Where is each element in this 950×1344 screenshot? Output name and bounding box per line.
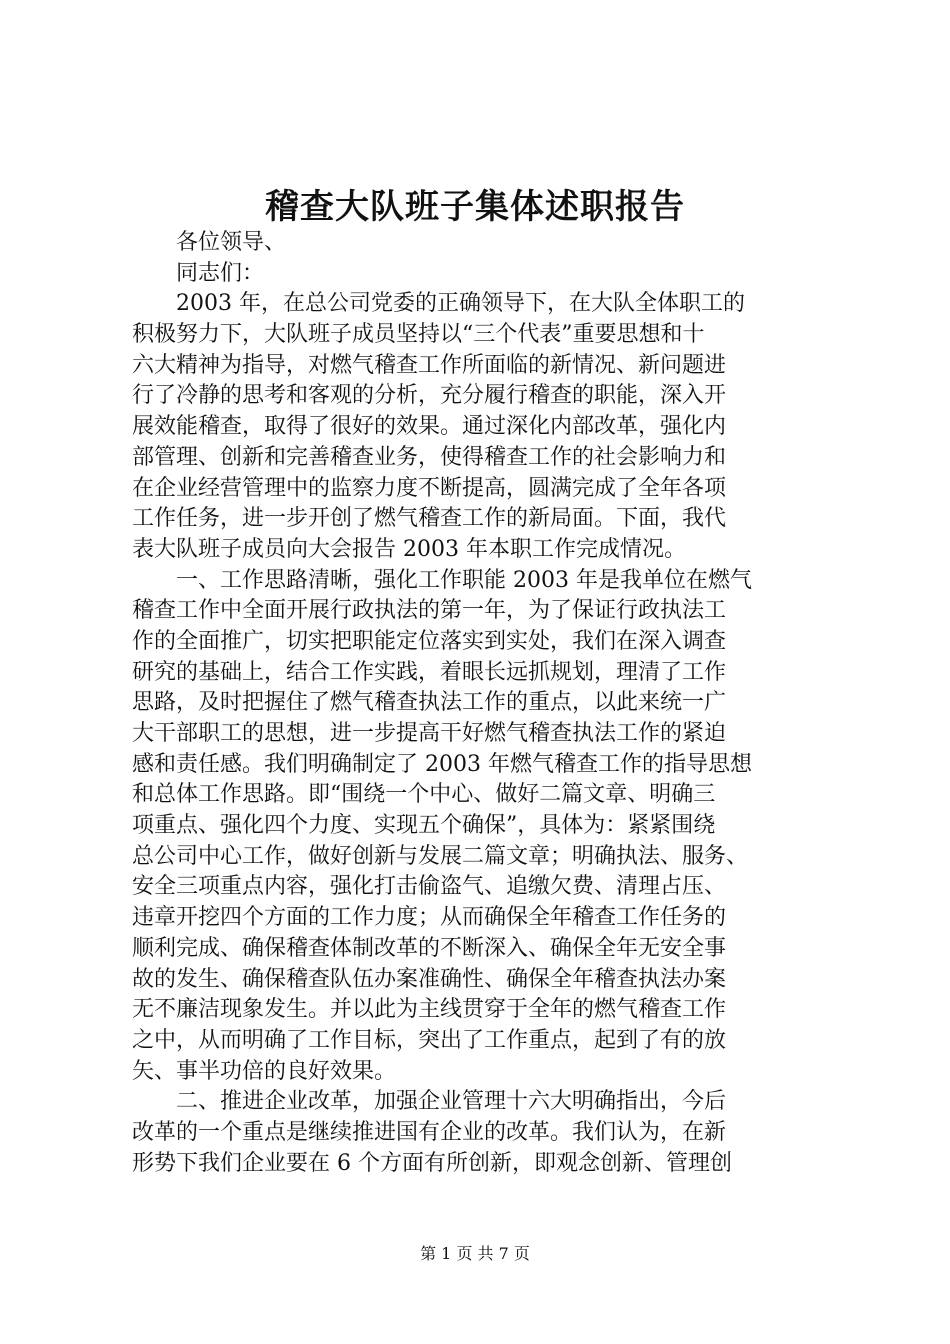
body-line: 无不廉洁现象发生。并以此为主线贯穿于全年的燃气稽查工作 bbox=[132, 997, 727, 1023]
body-line: 行了冷静的思考和客观的分析，充分履行稽查的职能，深入开 bbox=[132, 383, 727, 409]
body-line: 总公司中心工作，做好创新与发展二篇文章；明确执法、服务、 bbox=[132, 843, 749, 869]
body-line: 2003 年，在总公司党委的正确领导下，在大队全体职工的 bbox=[176, 291, 745, 317]
body-line: 之中，从而明确了工作目标，突出了工作重点，起到了有的放 bbox=[132, 1027, 727, 1053]
body-line: 违章开挖四个方面的工作力度；从而确保全年稽查工作任务的 bbox=[132, 905, 727, 931]
body-line: 各位领导、 bbox=[176, 230, 287, 255]
body-line: 一、工作思路清晰，强化工作职能 2003 年是我单位在燃气 bbox=[176, 567, 752, 593]
body-line: 顺利完成、确保稽查体制改革的不断深入、确保全年无安全事 bbox=[132, 935, 727, 961]
body-line: 形势下我们企业要在 6 个方面有所创新，即观念创新、管理创 bbox=[132, 1150, 732, 1176]
body-line: 改革的一个重点是继续推进国有企业的改革。我们认为，在新 bbox=[132, 1119, 727, 1145]
body-line: 在企业经营管理中的监察力度不断提高，圆满完成了全年各项 bbox=[132, 475, 727, 501]
body-line: 工作任务，进一步开创了燃气稽查工作的新局面。下面，我代 bbox=[132, 506, 727, 532]
body-line: 表大队班子成员向大会报告 2003 年本职工作完成情况。 bbox=[132, 536, 686, 562]
body-line: 积极努力下，大队班子成员坚持以“三个代表”重要思想和十 bbox=[132, 322, 705, 348]
body-line: 项重点、强化四个力度、实现五个确保”，具体为：紧紧围绕 bbox=[132, 813, 716, 839]
body-line: 同志们： bbox=[176, 260, 265, 286]
body-line: 部管理、创新和完善稽查业务，使得稽查工作的社会影响力和 bbox=[132, 444, 727, 470]
body-line: 稽查工作中全面开展行政执法的第一年，为了保证行政执法工 bbox=[132, 598, 727, 624]
document-body bbox=[132, 228, 832, 1179]
body-line: 思路，及时把握住了燃气稽查执法工作的重点，以此来统一广 bbox=[132, 690, 727, 716]
body-line: 和总体工作思路。即“围绕一个中心、做好二篇文章、明确三 bbox=[132, 782, 716, 808]
body-line: 大干部职工的思想，进一步提高干好燃气稽查执法工作的紧迫 bbox=[132, 721, 727, 746]
page-number-footer: 第 1 页 共 7 页 bbox=[420, 1244, 530, 1263]
body-line: 作的全面推广，切实把职能定位落实到实处，我们在深入调查 bbox=[132, 628, 727, 654]
body-line: 二、推进企业改革，加强企业管理十六大明确指出，今后 bbox=[176, 1089, 727, 1115]
body-line: 六大精神为指导，对燃气稽查工作所面临的新情况、新问题进 bbox=[132, 352, 727, 378]
body-line: 研究的基础上，结合工作实践，着眼长远抓规划，理清了工作 bbox=[132, 659, 727, 685]
body-line: 展效能稽查，取得了很好的效果。通过深化内部改革，强化内 bbox=[132, 414, 727, 440]
document-title: 稽查大队班子集体述职报告 bbox=[265, 187, 685, 227]
body-line: 矢、事半功倍的良好效果。 bbox=[132, 1058, 397, 1084]
body-line: 故的发生、确保稽查队伍办案准确性、确保全年稽查执法办案 bbox=[132, 966, 727, 992]
body-line: 感和责任感。我们明确制定了 2003 年燃气稽查工作的指导思想 bbox=[132, 751, 752, 777]
body-line: 安全三项重点内容，强化打击偷盗气、追缴欠费、清理占压、 bbox=[132, 874, 727, 900]
